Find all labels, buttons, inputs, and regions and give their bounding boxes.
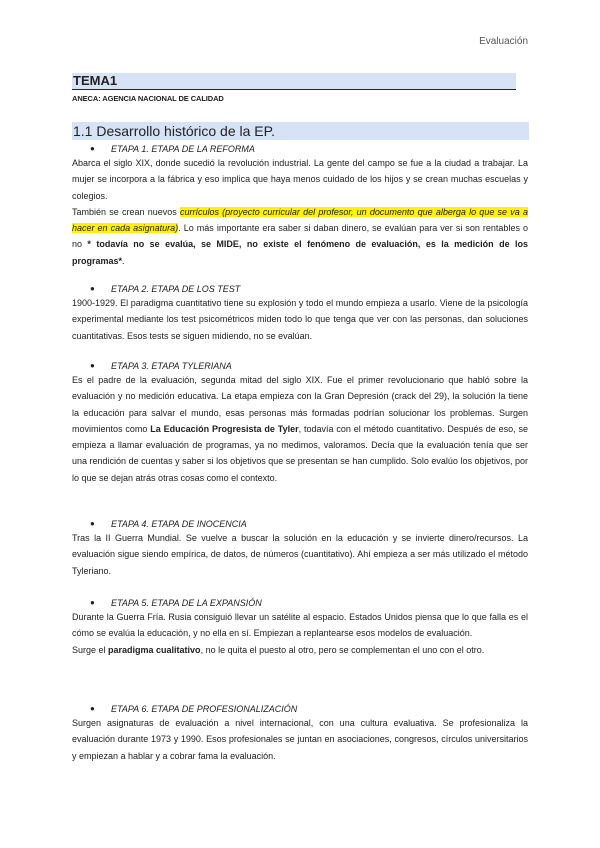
bold-text: * todavía no se evalúa, se MIDE, no existe el fenómeno de evaluación, es la medición de los programas* — [72, 239, 528, 266]
etapa-label: ETAPA 4. — [111, 519, 149, 529]
text-run: También se crean nuevos — [72, 206, 180, 217]
etapa-6-heading — [72, 703, 528, 715]
tema-title: TEMA1 — [72, 73, 516, 90]
etapa-5-heading — [72, 597, 528, 609]
etapa-title: ETAPA DE LA REFORMA — [151, 144, 255, 154]
etapa-title: ETAPA DE PROFESIONALIZACIÓN — [151, 704, 298, 714]
bold-text: La Educación Progresista de Tyler — [150, 423, 299, 434]
etapa-2-heading — [72, 283, 528, 295]
etapa-5-paragraph-2 — [72, 642, 528, 658]
bullet-icon: ● — [90, 284, 95, 293]
etapa-label: ETAPA 5. — [111, 598, 149, 608]
etapa-6-section — [72, 703, 528, 764]
text-run: , todavía con el método cuantitativo. Después de eso, se empieza a llamar evaluación de programas, ya no medimos, valoramos. Decía que la evaluación tenía que ser una rendición de cuentas y saber si los objetivos que se presentan se han cumplido. Solo evalúo los objetivos, por lo que se dejan atrás otras cosas como el contexto. — [72, 423, 528, 483]
tema-subtitle: ANECA: AGENCIA NACIONAL DE CALIDAD — [72, 94, 224, 103]
text-run: . — [122, 255, 125, 266]
highlighted-text: currículos (proyecto curricular del profesor, un documento que alberga lo que se va a hacer en cada asignatura) — [72, 206, 529, 234]
bullet-icon: ● — [90, 704, 95, 713]
etapa-title: ETAPA DE INOCENCIA — [151, 519, 247, 529]
etapa-4-paragraph-1: Tras la II Guerra Mundial. Se vuelve a buscar la solución en la educación y se invierte dinero/recursos. La evaluación sigue siendo empírica, de datos, de números (cuantitativo). Ahí empieza a ser más utilizado el método Tyleriano. — [72, 533, 528, 576]
etapa-1-paragraph-1: Abarca el siglo XIX, donde sucedió la revolución industrial. La gente del campo se fue a la ciudad a trabajar. La mujer se incorpora a la fábrica y eso implica que haya menos cuidado de los hijos y se crean muchas escuelas y colegios. — [72, 158, 528, 201]
section-title: 1.1 Desarrollo histórico de la EP. — [72, 122, 529, 140]
etapa-label: ETAPA 1. — [111, 144, 149, 154]
etapa-5-section — [72, 597, 528, 658]
etapa-4-section — [72, 518, 528, 579]
text-run: . Lo más importante era saber si daban dinero, se evalúan para ver si son rentables o no — [72, 223, 528, 250]
text-run: , no le quita el puesto al otro, pero se complementan el uno con el otro. — [200, 644, 485, 655]
text-run: Es el padre de la evaluación, segunda mitad del siglo XIX. Fue el primer revolucionario que habló sobre la evaluación y no medición educativa. La etapa empieza con la Gran Depresión (crack del 29), la solución la tiene la educación para salvar el mundo, esas personas más formadas podrían solucionar los problemas. Surgen movimientos como — [72, 375, 528, 434]
bullet-icon: ● — [90, 361, 95, 370]
bullet-icon: ● — [90, 598, 95, 607]
etapa-2-paragraph-1: 1900-1929. El paradigma cuantitativo tiene su explosión y todo el mundo empieza a usarlo. Viene de la psicología experimental mediante los test psicométricos miden todo lo que tenga que ver con las personas, dan soluciones cuantitativas. Esos tests se siguen midiendo, no se evalúan. — [72, 298, 528, 341]
etapa-5-paragraph-1: Durante la Guerra Fría. Rusia consiguió llevar un satélite al espacio. Estados Unidos piensa que lo que falla es el cómo se evalúa la educación, y no ella en sí. Empiezan a replantearse esos modelos de evaluación. — [72, 612, 528, 639]
etapa-title: ETAPA DE LOS TEST — [151, 284, 241, 294]
etapa-3-heading — [72, 360, 528, 372]
etapa-4-heading — [72, 518, 528, 530]
etapa-6-paragraph-1: Surgen asignaturas de evaluación a nivel internacional, con una cultura evaluativa. Se profesionaliza la evaluación durante 1973 y 1990. Esos profesionales se juntan en asociaciones, congresos, círculos universitarios y empiezan a hablar y a cobrar fama la evaluación. — [72, 718, 528, 761]
etapa-3-section — [72, 360, 528, 486]
etapa-label: ETAPA 6. — [111, 704, 149, 714]
running-header: Evaluación — [479, 36, 528, 47]
etapa-label: ETAPA 3. — [111, 361, 149, 371]
etapa-3-paragraph-1 — [72, 372, 528, 486]
etapa-1-heading — [72, 143, 528, 155]
etapa-title: ETAPA TYLERIANA — [151, 361, 232, 371]
bold-text: paradigma cualitativo — [108, 644, 201, 655]
etapa-label: ETAPA 2. — [111, 284, 149, 294]
bullet-icon: ● — [90, 519, 95, 528]
etapa-1-paragraph-2 — [72, 204, 528, 269]
text-run: Surge el — [72, 644, 109, 655]
etapa-1-section — [72, 143, 528, 269]
etapa-title: ETAPA DE LA EXPANSIÓN — [151, 598, 262, 608]
etapa-2-section — [72, 283, 528, 344]
bullet-icon: ● — [90, 144, 95, 153]
